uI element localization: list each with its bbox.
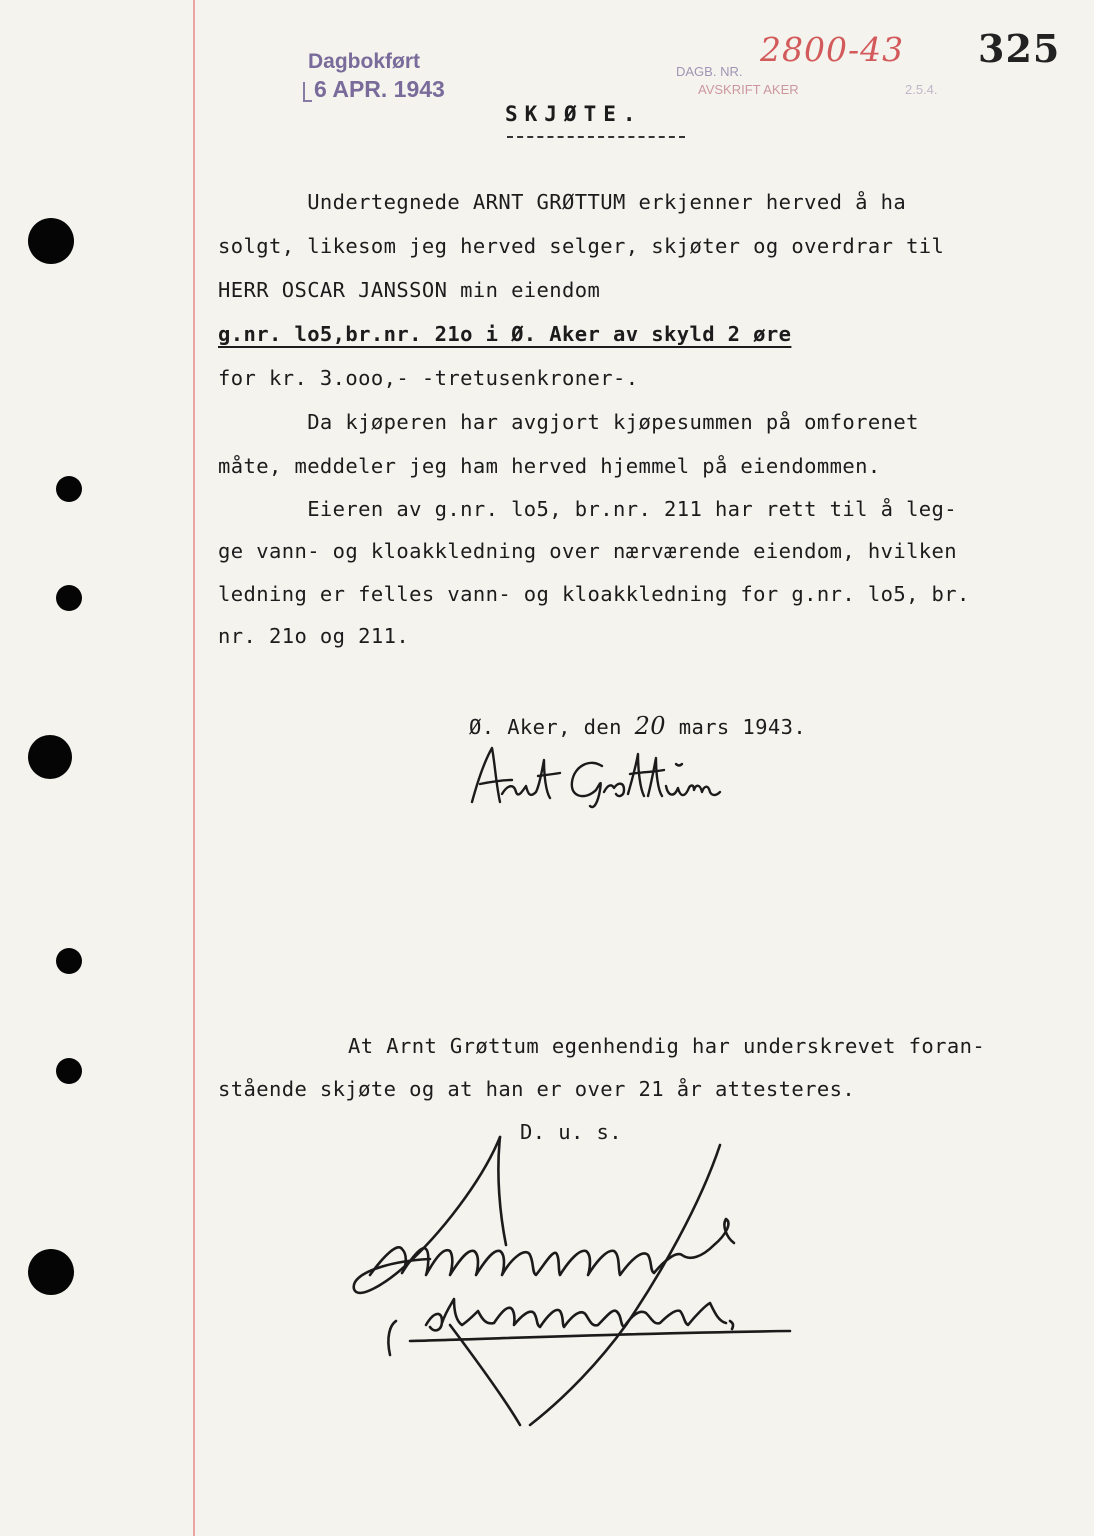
body-line: nr. 21o og 211. xyxy=(218,624,410,648)
faint-stamp-mark: 2.5.4. xyxy=(905,82,938,97)
binder-hole xyxy=(56,948,82,974)
handwritten-case-number: 2800-43 xyxy=(760,30,905,69)
binder-hole xyxy=(28,735,72,779)
place-date-suffix: mars 1943. xyxy=(665,715,807,739)
attestation-line: At Arnt Grøttum egenhendig har underskrevet foran- xyxy=(348,1034,986,1058)
title-underline xyxy=(507,136,685,138)
binder-hole xyxy=(56,476,82,502)
body-line: måte, meddeler jeg ham herved hjemmel på eiendommen. xyxy=(218,454,881,478)
diary-stamp-date: 6 APR. 1943 xyxy=(314,76,445,102)
handwritten-day: 20 xyxy=(634,712,666,740)
copy-stamp-sub: AVSKRIFT AKER xyxy=(698,82,799,97)
red-margin-line xyxy=(193,0,195,1536)
body-line: ge vann- og kloakkledning over nærværende eiendom, hvilken xyxy=(218,539,958,563)
body-line: Undertegnede ARNT GRØTTUM erkjenner herved å ha xyxy=(218,190,907,214)
body-line: Da kjøperen har avgjort kjøpesummen på omforenet xyxy=(218,410,919,434)
property-id-line: g.nr. lo5,br.nr. 21o i Ø. Aker av skyld 2 øre xyxy=(218,322,792,346)
page-number: 325 xyxy=(978,26,1061,71)
attestation-line: stående skjøte og at han er over 21 år attesteres. xyxy=(218,1077,856,1101)
binder-hole xyxy=(28,218,74,264)
body-line: solgt, likesom jeg herved selger, skjøter og overdrar til xyxy=(218,234,945,258)
place-date-prefix: Ø. Aker, den xyxy=(468,715,635,739)
copy-stamp-label: DAGB. NR. xyxy=(676,64,743,79)
seller-signature xyxy=(462,740,742,820)
dus-line: D. u. s. xyxy=(520,1120,622,1144)
binder-hole xyxy=(56,585,82,611)
body-line: for kr. 3.ooo,- -tretusenkroner-. xyxy=(218,366,639,390)
document-title: SKJØTE. xyxy=(505,102,643,126)
body-line: HERR OSCAR JANSSON min eiendom xyxy=(218,278,601,302)
diary-stamp-bracket xyxy=(303,82,312,102)
attestor-signature xyxy=(330,1125,850,1445)
diary-stamp-label: Dagbokført xyxy=(308,50,420,73)
body-line: Eieren av g.nr. lo5, br.nr. 211 har rett til å leg- xyxy=(218,497,958,521)
binder-hole xyxy=(28,1249,74,1295)
body-line: ledning er felles vann- og kloakkledning for g.nr. lo5, br. xyxy=(218,582,970,606)
binder-hole xyxy=(56,1058,82,1084)
